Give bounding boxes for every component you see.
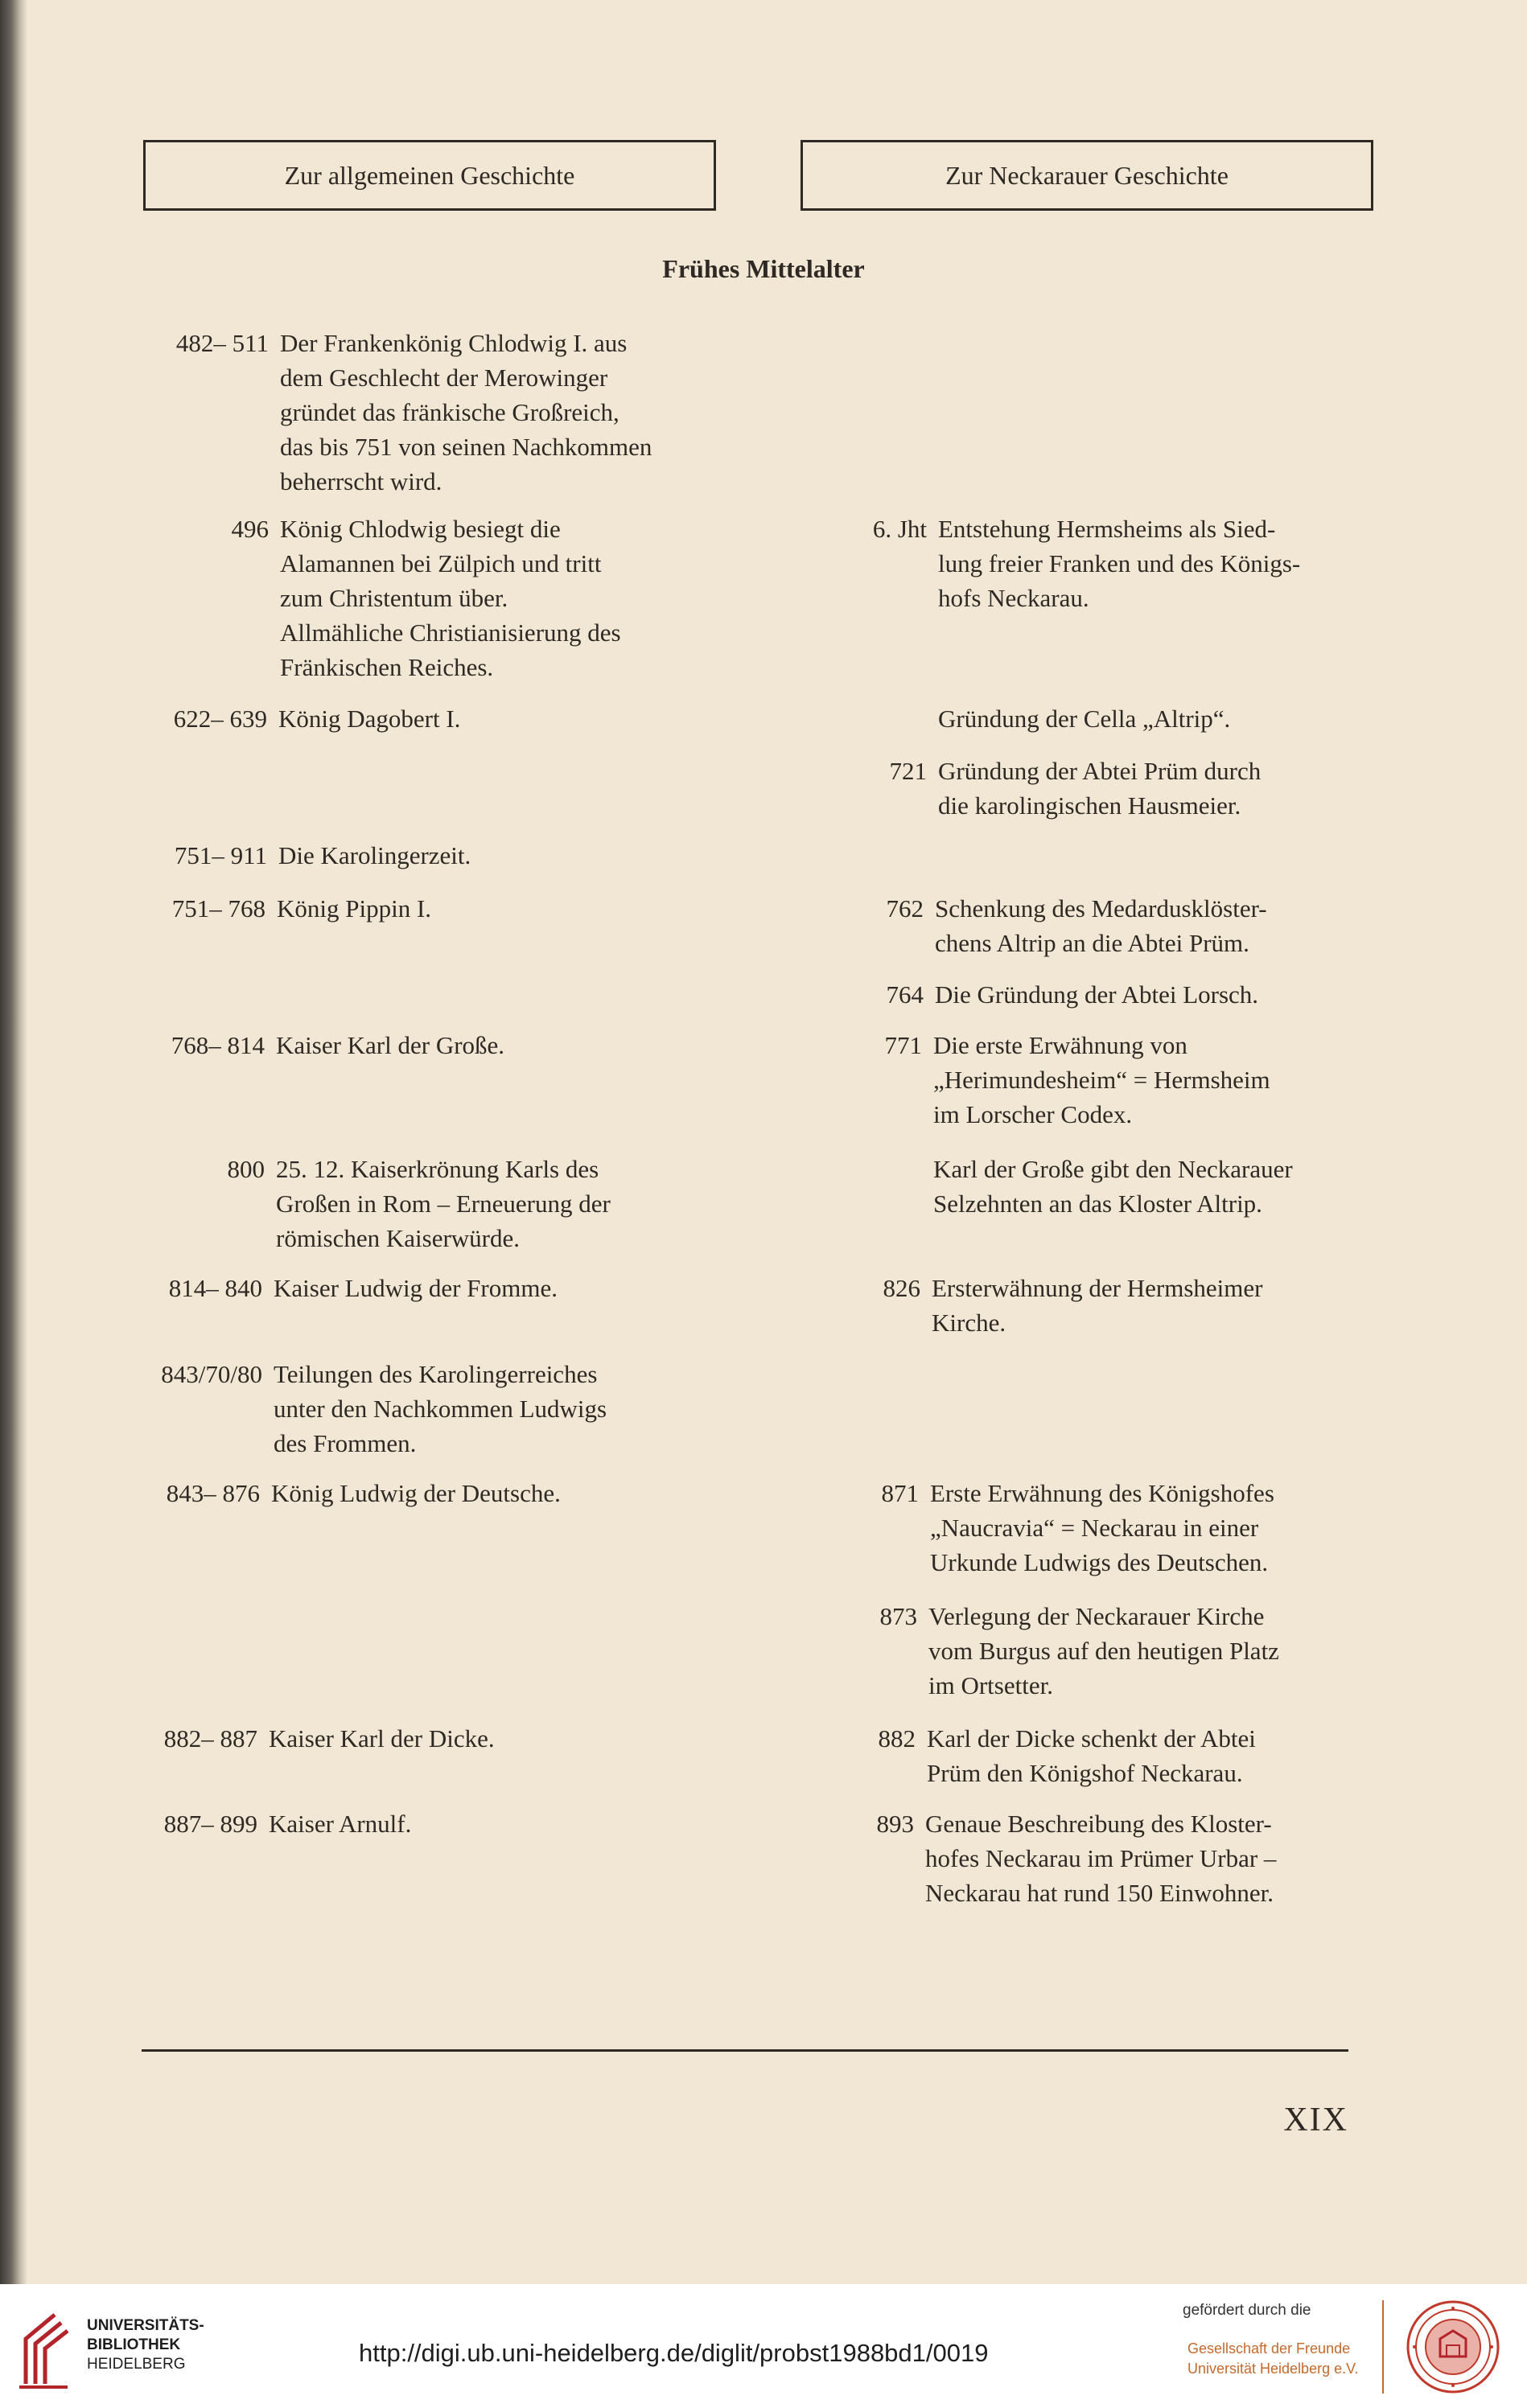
left-entry bbox=[231, 512, 621, 684]
right-entry bbox=[933, 1152, 1293, 1221]
entry-text: Entstehung Hermsheims als Sied- lung freier Franken und des Königs- hofs Neckarau. bbox=[938, 515, 1301, 612]
library-name-line: UNIVERSITÄTS- bbox=[87, 2317, 204, 2334]
entry-year: 843– 876 bbox=[166, 1479, 260, 1507]
header-general-history-label: Zur allgemeinen Geschichte bbox=[284, 160, 575, 190]
entry-year: 762 bbox=[886, 894, 924, 923]
entry-year: 871 bbox=[881, 1479, 919, 1507]
left-entry bbox=[173, 701, 461, 736]
entry-text: Gründung der Cella „Altrip“. bbox=[938, 705, 1231, 733]
scan-page-edge bbox=[0, 0, 27, 2284]
left-entry bbox=[171, 1028, 505, 1062]
entry-year: 496 bbox=[231, 515, 269, 543]
bottom-rule bbox=[142, 2049, 1348, 2052]
entry-year: 771 bbox=[884, 1031, 922, 1059]
entry-text: König Chlodwig besiegt die Alamannen bei Zülpich und tritt zum Christentum über. Allmähliche Christianisierung des Fränkischen Reiches. bbox=[280, 515, 621, 681]
entry-text: Verlegung der Neckarauer Kirche vom Burgus auf den heutigen Platz im Ortsetter. bbox=[928, 1602, 1279, 1699]
entry-year: 721 bbox=[889, 757, 927, 785]
entry-year: 887– 899 bbox=[163, 1810, 257, 1838]
entry-year: 751– 911 bbox=[174, 841, 267, 869]
entry-year: 882 bbox=[878, 1724, 916, 1753]
right-entry bbox=[879, 1599, 1279, 1703]
entry-year: 6. Jht bbox=[872, 515, 927, 543]
left-entry bbox=[175, 326, 652, 499]
entry-text: Kaiser Arnulf. bbox=[269, 1810, 412, 1838]
entry-text: Gründung der Abtei Prüm durch die karolingischen Hausmeier. bbox=[938, 757, 1262, 820]
university-seal-icon bbox=[1405, 2299, 1501, 2395]
left-entry bbox=[166, 1476, 561, 1510]
entry-text: 25. 12. Kaiserkrönung Karls des Großen in Rom – Erneuerung der römischen Kaiserwürde. bbox=[276, 1155, 611, 1252]
page-number: XIX bbox=[1283, 2102, 1348, 2139]
right-entry bbox=[889, 754, 1262, 823]
left-entry bbox=[168, 1271, 558, 1305]
entry-text: Teilungen des Karolingerreiches unter den Nachkommen Ludwigs des Frommen. bbox=[274, 1360, 607, 1457]
right-entry bbox=[872, 512, 1301, 615]
entry-year: 764 bbox=[886, 980, 924, 1009]
entry-text: Erste Erwähnung des Königshofes „Naucravia“ = Neckarau in einer Urkunde Ludwigs des Deutschen. bbox=[930, 1479, 1274, 1576]
digitization-footer bbox=[0, 2284, 1527, 2408]
right-entry bbox=[884, 1028, 1270, 1132]
right-entry bbox=[886, 977, 1259, 1012]
left-entry bbox=[161, 1357, 607, 1461]
entry-year: 893 bbox=[876, 1810, 914, 1838]
right-entry bbox=[876, 1806, 1277, 1910]
entry-text: Ersterwähnung der Hermsheimer Kirche. bbox=[932, 1274, 1263, 1337]
right-entry bbox=[886, 891, 1267, 960]
right-entry bbox=[883, 1271, 1263, 1340]
sponsor-name bbox=[1187, 2339, 1358, 2379]
left-entry bbox=[163, 1806, 412, 1841]
entry-year: 882– 887 bbox=[163, 1724, 257, 1753]
entry-text: Karl der Dicke schenkt der Abtei Prüm den Königshof Neckarau. bbox=[927, 1724, 1256, 1787]
entry-text: Die Gründung der Abtei Lorsch. bbox=[935, 980, 1259, 1009]
entry-year: 873 bbox=[879, 1602, 917, 1630]
library-name-line: BIBLIOTHEK bbox=[87, 2336, 181, 2353]
left-entry bbox=[163, 1721, 495, 1756]
right-entry bbox=[938, 701, 1230, 736]
right-entry bbox=[878, 1721, 1256, 1790]
entry-year: 800 bbox=[227, 1155, 265, 1183]
left-entry bbox=[174, 838, 471, 873]
sponsor-divider bbox=[1382, 2300, 1384, 2394]
sponsor-name-line: Universität Heidelberg e.V. bbox=[1187, 2361, 1359, 2377]
sponsor-label: gefördert durch die bbox=[1183, 2302, 1311, 2319]
entry-text: Kaiser Ludwig der Fromme. bbox=[274, 1274, 558, 1302]
header-neckarau-history-label: Zur Neckarauer Geschichte bbox=[945, 160, 1229, 190]
library-name bbox=[87, 2316, 204, 2374]
section-title: Frühes Mittelalter bbox=[662, 254, 865, 283]
entry-year: 768– 814 bbox=[171, 1031, 265, 1059]
left-entry bbox=[227, 1152, 611, 1255]
sponsor-name-line: Gesellschaft der Freunde bbox=[1187, 2340, 1351, 2357]
entry-year: 622– 639 bbox=[173, 705, 267, 733]
entry-text: König Pippin I. bbox=[277, 894, 432, 923]
entry-year: 751– 768 bbox=[171, 894, 265, 923]
library-name-line: HEIDELBERG bbox=[87, 2356, 186, 2373]
header-neckarau-history bbox=[801, 140, 1373, 211]
entry-year: 826 bbox=[883, 1274, 920, 1302]
entry-year: 814– 840 bbox=[168, 1274, 262, 1302]
entry-year: 482– 511 bbox=[175, 329, 269, 357]
entry-text: Kaiser Karl der Dicke. bbox=[269, 1724, 495, 1753]
library-logo-icon bbox=[14, 2307, 72, 2390]
entry-text: Kaiser Karl der Große. bbox=[276, 1031, 505, 1059]
entry-text: König Dagobert I. bbox=[278, 705, 461, 733]
entry-text: Die erste Erwähnung von „Herimundesheim“ = Hermsheim im Lorscher Codex. bbox=[933, 1031, 1270, 1128]
entry-text: Schenkung des Medardusklöster- chens Altrip an die Abtei Prüm. bbox=[935, 894, 1267, 957]
entry-year: 843/70/80 bbox=[161, 1360, 262, 1388]
entry-text: Karl der Große gibt den Neckarauer Selzehnten an das Kloster Altrip. bbox=[933, 1155, 1293, 1218]
entry-text: Die Karolingerzeit. bbox=[278, 841, 471, 869]
permalink-url[interactable]: http://digi.ub.uni-heidelberg.de/diglit/probst1988bd1/0019 bbox=[359, 2339, 989, 2367]
right-entry bbox=[881, 1476, 1274, 1580]
entry-text: Genaue Beschreibung des Kloster- hofes Neckarau im Prümer Urbar – Neckarau hat rund 150 Einwohner. bbox=[925, 1810, 1277, 1907]
left-entry bbox=[171, 891, 432, 926]
header-general-history bbox=[143, 140, 716, 211]
entry-text: Der Frankenkönig Chlodwig I. aus dem Geschlecht der Merowinger gründet das fränkische Großreich, das bis 751 von seinen Nachkommen beherrscht wird. bbox=[280, 329, 652, 495]
entry-text: König Ludwig der Deutsche. bbox=[271, 1479, 561, 1507]
